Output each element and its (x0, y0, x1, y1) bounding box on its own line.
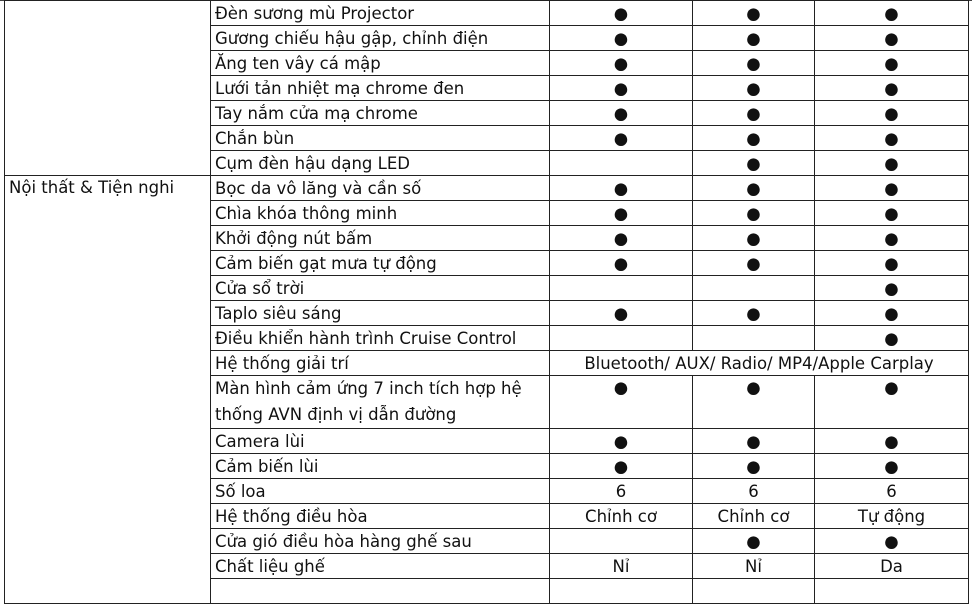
table-row (5, 176, 969, 201)
value-cell (550, 151, 693, 176)
feature-label: Chắn bùn (211, 126, 550, 151)
feature-label: Cảm biến lùi (211, 454, 550, 479)
value-cell: ● (815, 529, 969, 554)
value-cell: ● (550, 76, 693, 101)
value-cell-empty (550, 579, 693, 604)
value-cell: ● (693, 51, 815, 76)
value-cell: ● (815, 151, 969, 176)
feature-label: Số loa (211, 479, 550, 504)
value-cell: ● (815, 326, 969, 351)
value-cell: ● (815, 276, 969, 301)
value-cell: ● (550, 1, 693, 26)
value-cell: Nỉ (550, 554, 693, 579)
value-cell: ● (693, 226, 815, 251)
value-cell: ● (550, 301, 693, 326)
value-cell: ● (815, 1, 969, 26)
value-cell: ● (693, 301, 815, 326)
value-cell: ● (815, 226, 969, 251)
feature-label: Ăng ten vây cá mập (211, 51, 550, 76)
value-cell: ● (815, 429, 969, 454)
value-cell: ● (815, 51, 969, 76)
value-cell: ● (815, 76, 969, 101)
value-cell: ● (815, 26, 969, 51)
value-cell: ● (693, 76, 815, 101)
feature-label: Chất liệu ghế (211, 554, 550, 579)
feature-label: Cửa sổ trời (211, 276, 550, 301)
feature-label: Khởi động nút bấm (211, 226, 550, 251)
value-cell: ● (815, 454, 969, 479)
value-cell: Nỉ (693, 554, 815, 579)
value-cell: Da (815, 554, 969, 579)
value-cell: Chỉnh cơ (693, 504, 815, 529)
value-cell-empty (815, 579, 969, 604)
value-cell: ● (693, 101, 815, 126)
value-cell (550, 276, 693, 301)
value-cell: 6 (815, 479, 969, 504)
feature-label: Đèn sương mù Projector (211, 1, 550, 26)
feature-label: Taplo siêu sáng (211, 301, 550, 326)
value-cell: ● (815, 376, 969, 429)
feature-label: Cụm đèn hậu dạng LED (211, 151, 550, 176)
value-cell: ● (550, 376, 693, 429)
value-cell: ● (550, 251, 693, 276)
entertainment-value: Bluetooth/ AUX/ Radio/ MP4/Apple Carplay (550, 351, 969, 376)
value-cell: ● (815, 301, 969, 326)
feature-label: Cảm biến gạt mưa tự động (211, 251, 550, 276)
feature-label: Lưới tản nhiệt mạ chrome đen (211, 76, 550, 101)
value-cell (693, 326, 815, 351)
feature-label: Camera lùi (211, 429, 550, 454)
category-cell-interior: Nội thất & Tiện nghi (5, 176, 211, 604)
value-cell: ● (693, 151, 815, 176)
category-cell-exterior (5, 1, 211, 176)
value-cell: ● (693, 201, 815, 226)
value-cell: Tự động (815, 504, 969, 529)
value-cell: ● (550, 26, 693, 51)
value-cell: ● (815, 201, 969, 226)
value-cell: ● (550, 226, 693, 251)
value-cell: ● (550, 201, 693, 226)
value-cell: ● (693, 1, 815, 26)
value-cell: ● (693, 454, 815, 479)
feature-label: Chìa khóa thông minh (211, 201, 550, 226)
value-cell: ● (550, 429, 693, 454)
value-cell: ● (815, 176, 969, 201)
value-cell: ● (693, 251, 815, 276)
value-cell: ● (550, 126, 693, 151)
feature-label: Điều khiển hành trình Cruise Control (211, 326, 550, 351)
value-cell: ● (693, 26, 815, 51)
feature-label-empty (211, 579, 550, 604)
feature-label: Gương chiếu hậu gập, chỉnh điện (211, 26, 550, 51)
value-cell: ● (550, 176, 693, 201)
value-cell (550, 326, 693, 351)
value-cell: ● (693, 429, 815, 454)
value-cell: ● (550, 454, 693, 479)
value-cell (550, 529, 693, 554)
value-cell: 6 (693, 479, 815, 504)
value-cell: Chỉnh cơ (550, 504, 693, 529)
feature-label: Hệ thống giải trí (211, 351, 550, 376)
value-cell: ● (693, 176, 815, 201)
value-cell: ● (550, 51, 693, 76)
table-row (5, 1, 969, 26)
feature-label: Cửa gió điều hòa hàng ghế sau (211, 529, 550, 554)
value-cell: ● (815, 126, 969, 151)
feature-label: Hệ thống điều hòa (211, 504, 550, 529)
spec-table (4, 0, 969, 604)
feature-label: Bọc da vô lăng và cần số (211, 176, 550, 201)
value-cell: ● (693, 126, 815, 151)
value-cell (693, 276, 815, 301)
value-cell: ● (693, 529, 815, 554)
value-cell: ● (815, 101, 969, 126)
value-cell: ● (693, 376, 815, 429)
feature-label: Màn hình cảm ứng 7 inch tích hợp hệ thống AVN định vị dẫn đường (211, 376, 550, 429)
value-cell: ● (815, 251, 969, 276)
value-cell: ● (550, 101, 693, 126)
feature-label: Tay nắm cửa mạ chrome (211, 101, 550, 126)
value-cell-empty (693, 579, 815, 604)
value-cell: 6 (550, 479, 693, 504)
